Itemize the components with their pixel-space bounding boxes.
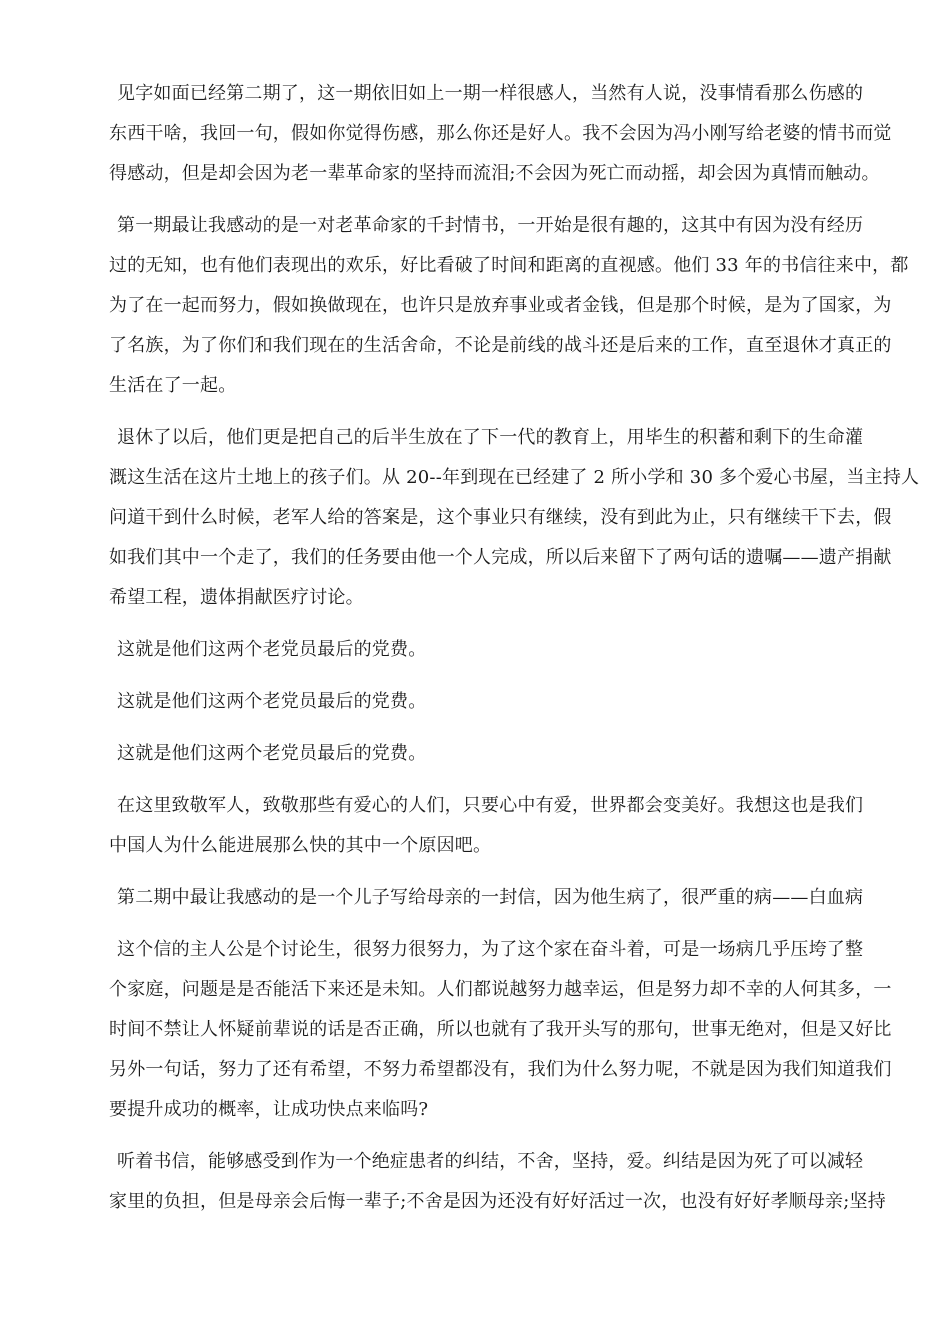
text-line: 得感动，但是却会因为老一辈革命家的坚持而流泪;不会因为死亡而动摇，却会因为真情而触动。 xyxy=(109,163,880,184)
text-line: 中国人为什么能进展那么快的其中一个原因吧。 xyxy=(109,835,492,856)
text-line: 这个信的主人公是个讨论生，很努力很努力，为了这个家在奋斗着，可是一场病几乎压垮了整 xyxy=(117,939,864,960)
text-line: 这就是他们这两个老党员最后的党费。 xyxy=(117,691,427,712)
paragraph xyxy=(109,630,877,670)
text-line: 见字如面已经第二期了，这一期依旧如上一期一样很感人，当然有人说，没事情看那么伤感的 xyxy=(117,83,864,104)
text-line: 要提升成功的概率，让成功快点来临吗? xyxy=(109,1099,429,1120)
text-line: 生活在了一起。 xyxy=(109,375,237,396)
text-line: 这就是他们这两个老党员最后的党费。 xyxy=(117,639,427,660)
text-line: 东西干啥，我回一句，假如你觉得伤感，那么你还是好人。我不会因为冯小刚写给老婆的情书而觉 xyxy=(109,123,892,144)
text-line: 过的无知，也有他们表现出的欢乐，好比看破了时间和距离的直视感。他们 33 年的书信往来中，都 xyxy=(109,255,909,276)
text-line: 溉这生活在这片土地上的孩子们。从 20--年到现在已经建了 2 所小学和 30 多个爱心书屋，当主持人 xyxy=(109,467,920,488)
text-line: 听着书信，能够感受到作为一个绝症患者的纠结，不舍，坚持，爱。纠结是因为死了可以减轻 xyxy=(117,1151,864,1172)
text-line: 了名族，为了你们和我们现在的生活舍命，不论是前线的战斗还是后来的工作，直至退休才真正的 xyxy=(109,335,892,356)
text-line: 另外一句话，努力了还有希望，不努力希望都没有，我们为什么努力呢，不就是因为我们知道我们 xyxy=(109,1059,892,1080)
article-body xyxy=(109,74,920,1234)
text-line: 个家庭，问题是是否能活下来还是未知。人们都说越努力越幸运，但是努力却不幸的人何其多，一 xyxy=(109,979,892,1000)
paragraph xyxy=(109,1142,886,1222)
text-line: 这就是他们这两个老党员最后的党费。 xyxy=(117,743,427,764)
text-line: 在这里致敬军人，致敬那些有爱心的人们，只要心中有爱，世界都会变美好。我想这也是我们 xyxy=(117,795,864,816)
paragraph xyxy=(109,206,909,406)
text-line: 为了在一起而努力，假如换做现在，也许只是放弃事业或者金钱，但是那个时候，是为了国家，为 xyxy=(109,295,892,316)
paragraph xyxy=(109,930,892,1130)
paragraph xyxy=(109,682,877,722)
text-line: 问道干到什么时候，老军人给的答案是，这个事业只有继续，没有到此为止，只有继续干下去，假 xyxy=(109,507,892,528)
text-line: 家里的负担，但是母亲会后悔一辈子;不舍是因为还没有好好活过一次，也没有好好孝顺母亲;坚持 xyxy=(109,1191,886,1212)
paragraph xyxy=(109,418,920,618)
paragraph xyxy=(109,74,892,194)
text-line: 如我们其中一个走了，我们的任务要由他一个人完成，所以后来留下了两句话的遗嘱——遗产捐献 xyxy=(109,547,892,568)
text-line: 第一期最让我感动的是一对老革命家的千封情书，一开始是很有趣的，这其中有因为没有经历 xyxy=(117,215,864,236)
text-line: 退休了以后，他们更是把自己的后半生放在了下一代的教育上，用毕生的积蓄和剩下的生命灌 xyxy=(117,427,864,448)
paragraph xyxy=(109,786,877,866)
text-line: 希望工程，遗体捐献医疗讨论。 xyxy=(109,587,364,608)
text-line: 时间不禁让人怀疑前辈说的话是否正确，所以也就有了我开头写的那句，世事无绝对，但是又好比 xyxy=(109,1019,892,1040)
paragraph xyxy=(109,878,877,918)
paragraph xyxy=(109,734,877,774)
text-line: 第二期中最让我感动的是一个儿子写给母亲的一封信，因为他生病了，很严重的病——白血病 xyxy=(117,887,864,908)
